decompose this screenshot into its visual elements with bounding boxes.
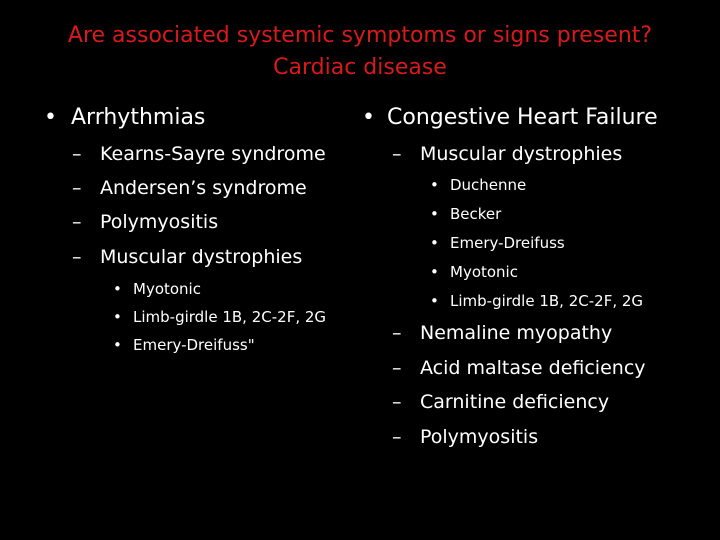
list-item-label: Andersen’s syndrome: [100, 177, 307, 199]
sub-list-item-label: Limb-girdle 1B, 2C-2F, 2G: [450, 292, 644, 310]
list-item-label: Nemaline myopathy: [420, 322, 613, 344]
dash-icon: –: [72, 143, 82, 165]
bullet-icon: •: [430, 263, 439, 281]
bullet-icon: •: [430, 176, 439, 194]
sub-list-item-label: Becker: [450, 205, 502, 223]
dash-icon: –: [392, 357, 402, 379]
dash-icon: –: [72, 177, 82, 199]
list-item-label: Acid maltase deficiency: [420, 357, 646, 379]
list-item-label: Muscular dystrophies: [420, 143, 623, 165]
dash-icon: –: [392, 143, 402, 165]
sub-list-item-label: Myotonic: [133, 280, 201, 298]
dash-icon: –: [72, 211, 82, 233]
slide-title: [0, 20, 720, 84]
bullet-icon: •: [430, 205, 439, 223]
title-line-1: Are associated systemic symptoms or signs present?: [67, 23, 653, 48]
sub-list-item-label: Myotonic: [450, 263, 518, 281]
dash-icon: –: [392, 426, 402, 448]
bullet-icon: •: [113, 280, 122, 298]
list-item-label: Carnitine deficiency: [420, 391, 610, 413]
title-line-2: Cardiac disease: [273, 55, 447, 80]
list-item-label: Polymyositis: [100, 211, 219, 233]
list-item-label: Polymyositis: [420, 426, 539, 448]
sub-list-item-label: Emery-Dreifuss": [133, 336, 255, 354]
dash-icon: –: [392, 391, 402, 413]
bullet-icon: •: [430, 234, 439, 252]
heading-text: Arrhythmias: [71, 105, 206, 130]
dash-icon: –: [392, 322, 402, 344]
list-item-label: Muscular dystrophies: [100, 246, 303, 268]
bullet-icon: •: [362, 105, 375, 130]
heading-text: Congestive Heart Failure: [387, 105, 658, 130]
dash-icon: –: [72, 246, 82, 268]
bullet-icon: •: [430, 292, 439, 310]
sub-list-item-label: Limb-girdle 1B, 2C-2F, 2G: [133, 308, 327, 326]
list-item-label: Kearns-Sayre syndrome: [100, 143, 326, 165]
sub-list-item-label: Duchenne: [450, 176, 527, 194]
bullet-icon: •: [44, 105, 57, 130]
bullet-icon: •: [113, 308, 122, 326]
sub-list-item-label: Emery-Dreifuss: [450, 234, 565, 252]
bullet-icon: •: [113, 336, 122, 354]
